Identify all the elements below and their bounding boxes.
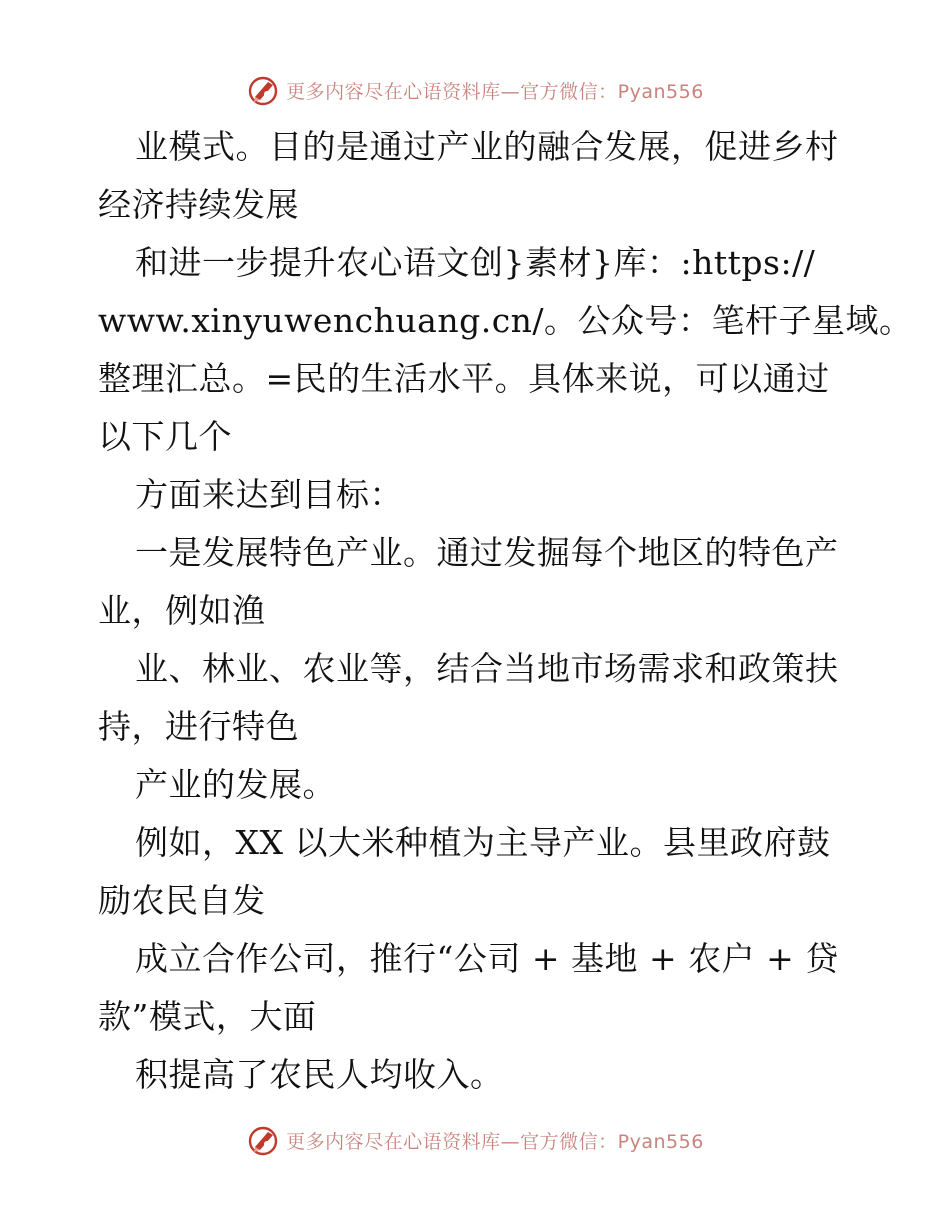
text-line: 经济持续发展 (98, 185, 299, 224)
text-line: 方面来达到目标： (135, 475, 403, 514)
text-line: 和进一步提升农心语文创}素材}库：:https:// (135, 243, 816, 282)
pen-logo-icon (246, 73, 280, 107)
text-line: 积提高了农民人均收入。 (135, 1055, 504, 1094)
text-line: www.xinyuwenchuang.cn/。公众号：笔杆子星域。 (98, 301, 913, 340)
pen-logo-icon (246, 1123, 280, 1157)
text-line: 励农民自发 (98, 881, 266, 920)
text-line: 一是发展特色产业。通过发掘每个地区的特色产 (135, 533, 839, 572)
text-line: 持，进行特色 (98, 707, 299, 746)
text-line: 产业的发展。 (135, 765, 336, 804)
text-line: 整理汇总。=民的生活水平。具体来说，可以通过 (98, 359, 830, 398)
text-line: 成立合作公司，推行“公司 + 基地 + 农户 + 贷 (135, 939, 839, 978)
text-line: 业模式。目的是通过产业的融合发展，促进乡村 (135, 127, 839, 166)
footer-banner (0, 1122, 950, 1158)
header-banner-text: 更多内容尽在心语资料库—官方微信：Pyan556 (286, 80, 704, 103)
document-body (98, 118, 913, 1104)
text-line: 业，例如渔 (98, 591, 266, 630)
text-line: 款”模式，大面 (98, 997, 317, 1036)
footer-banner-text: 更多内容尽在心语资料库—官方微信：Pyan556 (286, 1130, 704, 1153)
text-line: 以下几个 (98, 417, 232, 456)
header-banner (0, 72, 950, 108)
text-line: 业、林业、农业等，结合当地市场需求和政策扶 (135, 649, 839, 688)
text-line: 例如，XX 以大米种植为主导产业。县里政府鼓 (135, 823, 831, 862)
